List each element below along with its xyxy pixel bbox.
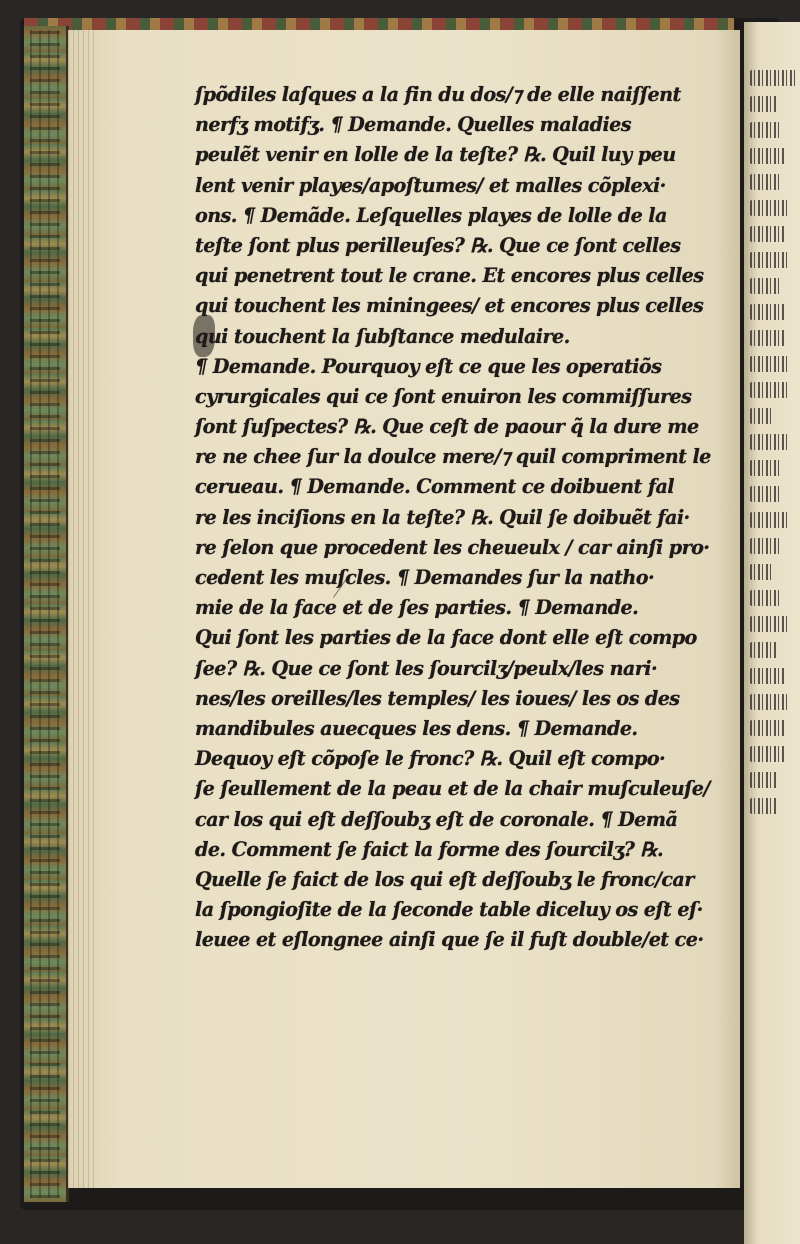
facing-page-text-fragment <box>750 330 786 346</box>
facing-page-text-fragment <box>750 174 782 190</box>
text-line: re ſelon que procedent les cheueulx / car ainſi pro· <box>195 535 710 559</box>
text-line: ſont ſuſpectes? ℞. Que ceſt de paour q̃ la dure me <box>195 415 699 439</box>
text-line: la ſpongioſite de la ſeconde table diceluy os eſt eſ· <box>195 898 703 922</box>
text-line: re ne chee ſur la doulce mere/⁊ quil compriment le <box>195 445 711 469</box>
facing-page-text-fragment <box>750 538 782 554</box>
text-line: nerfʒ motifʒ. ¶ Demande. Quelles maladies <box>195 113 631 137</box>
facing-page-text-fragment <box>750 694 790 710</box>
facing-page-text-fragment <box>750 122 782 138</box>
text-line: ſe ſeullement de la peau et de la chair muſculeuſe/ <box>195 777 710 801</box>
facing-page-text-fragment <box>750 252 790 268</box>
facing-page-text-fragment <box>750 772 778 788</box>
text-line: nes/les oreilles/les temples/ les ioues/ les os des <box>195 686 680 710</box>
text-line: mandibules auecques les dens. ¶ Demande. <box>195 716 638 740</box>
facing-page-text-fragment <box>750 616 790 632</box>
facing-page-edge <box>744 22 800 1244</box>
text-line: leuee et eſlongnee ainſi que ſe il fuſt double/et ce· <box>195 928 704 952</box>
text-line: ſee? ℞. Que ce ſont les ſourcilʒ/peulx/les nari· <box>195 656 658 680</box>
text-line: qui touchent les miningees/ et encores plus celles <box>195 294 704 318</box>
text-line: de. Comment ſe faict la forme des ſourcilʒ? ℞. <box>195 837 664 861</box>
decorative-top-border <box>24 18 734 30</box>
text-line: peulẽt venir en lolle de la teſte? ℞. Quil luy peu <box>195 143 676 167</box>
facing-page-text-fragment <box>750 434 790 450</box>
text-line: Dequoy eſt cõpoſe le fronc? ℞. Quil eſt compo· <box>195 747 666 771</box>
facing-page-text-fragment <box>750 356 790 372</box>
facing-page-text-fragment <box>750 408 774 424</box>
facing-page-text-fragment <box>750 746 786 762</box>
text-line: qui touchent la ſubſtance medulaire. <box>195 324 570 348</box>
facing-page-text-fragment <box>750 460 782 476</box>
text-line: cedent les muſcles. ¶ Demandes ſur la natho· <box>195 566 655 589</box>
facing-page-text-fragment <box>750 200 790 216</box>
decorative-left-border <box>24 26 69 1202</box>
text-line: teſte ſont plus perilleuſes? ℞. Que ce ſont celles <box>195 233 681 257</box>
facing-page-text-fragment <box>750 564 774 580</box>
text-line: car los qui eſt deſſoubʒ eſt de coronale. ¶ Demã <box>195 807 678 831</box>
facing-page-text-fragment <box>750 278 782 294</box>
facing-page-text-fragment <box>750 720 786 736</box>
facing-page-text-fragment <box>750 304 786 320</box>
facing-page-text-fragment <box>750 96 778 112</box>
text-line: ſpõdiles laſques a la fin du dos/⁊ de elle naiſſent <box>195 83 681 106</box>
text-line: cyrurgicales qui ce ſont enuiron les commiſſures <box>195 384 692 408</box>
facing-page-text-fragment <box>750 70 798 86</box>
facing-page-text-fragment <box>750 590 782 606</box>
text-line: Quelle ſe faict de los qui eſt deſſoubʒ le fronc/car <box>195 867 694 891</box>
text-line: lent venir playes/apoſtumes/ et malles cõplexi· <box>195 173 666 197</box>
text-line: ons. ¶ Demãde. Leſquelles playes de lolle de la <box>195 203 667 227</box>
text-line: cerueau. ¶ Demande. Comment ce doibuent fal <box>195 475 674 499</box>
text-line: re les inciſions en la teſte? ℞. Quil ſe doibuẽt fai· <box>195 505 690 529</box>
facing-page-text-fragment <box>750 226 786 242</box>
facing-page-text-fragment <box>750 148 786 164</box>
facing-page-text-fragment <box>750 642 778 658</box>
facing-page-text-fragment <box>750 382 790 398</box>
text-line: Qui ſont les parties de la face dont elle eſt compo <box>195 626 697 650</box>
text-line: qui penetrent tout le crane. Et encores plus celles <box>195 264 704 288</box>
facing-page-text-fragment <box>750 486 782 502</box>
text-line: mie de la face et de ſes parties. ¶ Demande. <box>195 596 639 620</box>
text-line: ¶ Demande. Pourquoy eſt ce que les operatiõs <box>195 354 662 378</box>
text-block <box>195 80 740 955</box>
facing-page-text-fragment <box>750 798 778 814</box>
facing-page-text-fragment <box>750 512 790 528</box>
facing-page-text-fragment <box>750 668 786 684</box>
